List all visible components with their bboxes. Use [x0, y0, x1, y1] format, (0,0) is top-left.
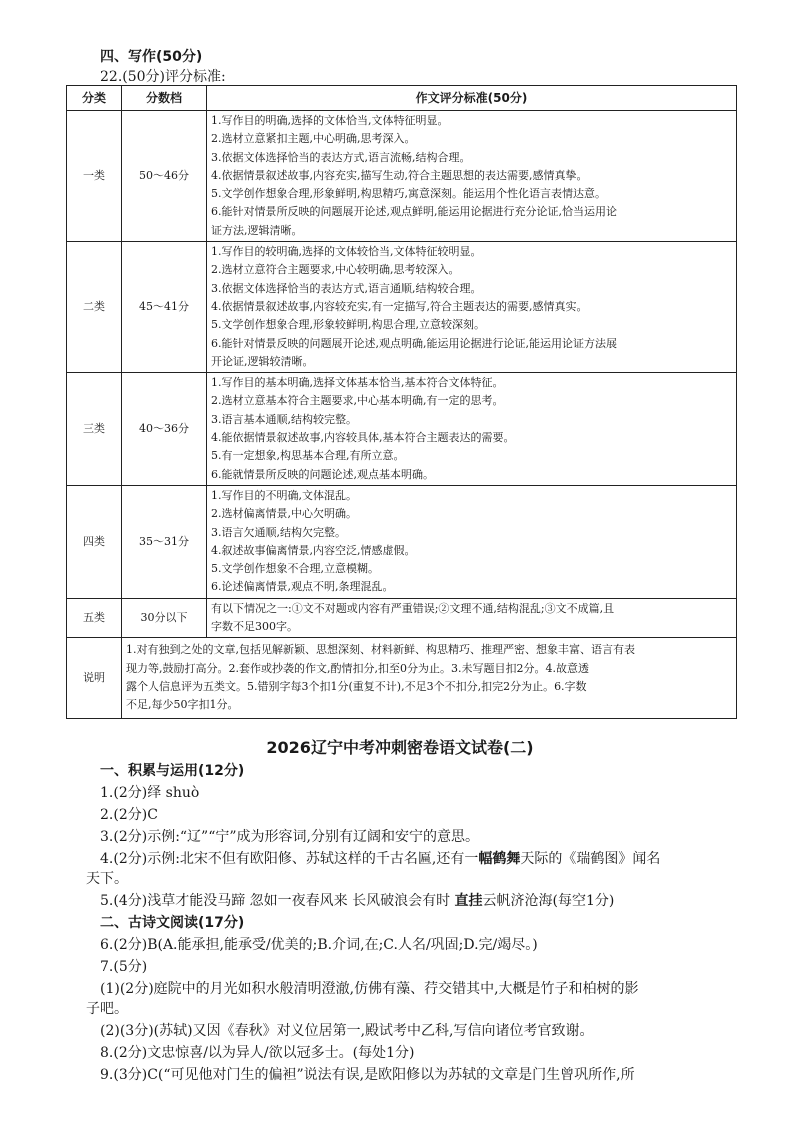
answer-3: 3.(2分)示例:“辽”“宁”成为形容词,分别有辽阔和安宁的意思。 — [100, 829, 479, 845]
criteria-line: 2.选材立意符合主题要求,中心较明确,思考较深入。 — [211, 263, 460, 277]
rubric-note-row — [67, 638, 737, 718]
criteria-line: 有以下情况之一:①文不对题或内容有严重错误;②文理不通,结构混乱;③文不成篇,且 — [211, 601, 615, 615]
header-grade: 分类 — [67, 86, 122, 111]
question-22: 22.(50分)评分标准: — [100, 69, 226, 85]
note-label: 说明 — [67, 638, 122, 718]
grade-cell: 二类 — [67, 242, 122, 373]
rubric-row — [67, 373, 737, 486]
criteria-line: 2.选材立意基本符合主题要求,中心基本明确,有一定的思考。 — [211, 394, 504, 408]
criteria-line: 2.选材立意紧扣主题,中心明确,思考深入。 — [211, 132, 416, 146]
header-criteria: 作文评分标准(50分) — [207, 86, 737, 111]
note-line: 现力等,鼓励打高分。2.套作或抄袭的作文,酌情扣分,扣至0分为止。3.未写题目扣2分。4.故意透 — [126, 661, 589, 675]
header-range: 分数档 — [122, 86, 207, 111]
criteria-cell — [207, 485, 737, 598]
answer-1: 1.(2分)绎 shuò — [100, 785, 200, 801]
criteria-line: 1.写作目的不明确,文体混乱。 — [211, 488, 357, 502]
criteria-line: 1.写作目的基本明确,选择文体基本恰当,基本符合文体特征。 — [211, 376, 504, 390]
criteria-line: 4.叙述故事偏离情景,内容空泛,情感虚假。 — [211, 543, 416, 557]
criteria-line: 3.依据文体选择恰当的表达方式,语言流畅,结构合理。 — [211, 150, 471, 164]
note-line: 不足,每少50字扣1分。 — [126, 698, 239, 712]
rubric-header-row — [67, 86, 737, 111]
exam-title: 2026辽宁中考冲刺密卷语文试卷(二) — [266, 738, 534, 757]
criteria-line: 证方法,逻辑清晰。 — [211, 223, 303, 237]
note-text — [122, 638, 737, 718]
answer-9: 9.(3分)C(“可见他对门生的偏袒”说法有误,是欧阳修以为苏轼的文章是门生曾巩所作,所 — [100, 1067, 635, 1083]
criteria-line: 2.选材偏离情景,中心欠明确。 — [211, 507, 357, 521]
note-line: 1.对有独到之处的文章,包括见解新颖、思想深刻、材料新鲜、构思精巧、推理严密、想象丰富、语言有表 — [126, 643, 635, 657]
answer-5-text: 5.(4分)浅草才能没马蹄 忽如一夜春风来 长风破浪会有时 — [100, 893, 455, 909]
answer-7: 7.(5分) — [100, 959, 148, 975]
grade-cell: 五类 — [67, 598, 122, 638]
criteria-line: 5.文学创作想象不合理,立意模糊。 — [211, 562, 379, 576]
criteria-cell — [207, 111, 737, 242]
answer-4-text: 4.(2分)示例:北宋不但有欧阳修、苏轼这样的千古名匾,还有一 — [100, 851, 479, 867]
answer-4-text-end: 天际的《瑞鹤图》闻名 — [520, 851, 661, 867]
answer-5-text-end: 云帆济沧海(每空1分) — [482, 893, 615, 909]
criteria-cell — [207, 242, 737, 373]
rubric-table — [66, 85, 737, 719]
grade-cell: 四类 — [67, 485, 122, 598]
criteria-cell — [207, 598, 737, 638]
criteria-line: 4.能依据情景叙述故事,内容较具体,基本符合主题表达的需要。 — [211, 431, 515, 445]
criteria-line: 6.论述偏离情景,观点不明,条理混乱。 — [211, 580, 394, 594]
answer-5-highlight: 直挂 — [454, 893, 483, 909]
criteria-line: 5.文学创作想象合理,形象较鲜明,构思合理,立意较深刻。 — [211, 318, 485, 332]
writing-heading: 四、写作(50分) — [100, 49, 203, 65]
criteria-line: 5.有一定想象,构思基本合理,有所立意。 — [211, 449, 405, 463]
rubric-body — [67, 111, 737, 638]
note-line: 露个人信息评为五类文。5.错别字每3个扣1分(重复不计),不足3个不扣分,扣完2分为止。6.字数 — [126, 679, 587, 693]
answer-7-2: (2)(3分)(苏轼)又因《春秋》对义位居第一,殿试考中乙科,写信向诸位考官致谢。 — [100, 1023, 594, 1039]
rubric-row — [67, 242, 737, 373]
answer-4-continued: 天下。 — [86, 871, 128, 887]
answer-2: 2.(2分)C — [100, 807, 158, 823]
criteria-line: 3.语言欠通顺,结构欠完整。 — [211, 525, 346, 539]
criteria-line: 5.文学创作想象合理,形象鲜明,构思精巧,寓意深刻。能运用个性化语言表情达意。 — [211, 187, 606, 201]
grade-cell: 一类 — [67, 111, 122, 242]
criteria-line: 字数不足300字。 — [211, 620, 298, 634]
criteria-cell — [207, 373, 737, 486]
criteria-line: 3.依据文体选择恰当的表达方式,语言通顺,结构较合理。 — [211, 281, 482, 295]
grade-cell: 三类 — [67, 373, 122, 486]
rubric-row — [67, 598, 737, 638]
criteria-line: 开论证,逻辑较清晰。 — [211, 354, 314, 368]
criteria-line: 4.依据情景叙述故事,内容充实,描写生动,符合主题思想的表达需要,感情真挚。 — [211, 168, 588, 182]
answer-4 — [100, 848, 660, 868]
answer-4-highlight: 幅鹤舞 — [478, 851, 521, 867]
criteria-line: 6.能针对情景反映的问题展开论述,观点明确,能运用论据进行论证,能运用论证方法展 — [211, 336, 617, 350]
criteria-line: 3.语言基本通顺,结构较完整。 — [211, 412, 357, 426]
answer-8: 8.(2分)文忠惊喜/以为异人/欲以冠多士。(每处1分) — [100, 1045, 415, 1061]
criteria-line: 6.能针对情景所反映的问题展开论述,观点鲜明,能运用论据进行充分论证,恰当运用论 — [211, 205, 617, 219]
answer-5 — [100, 890, 614, 910]
score-range-cell: 30分以下 — [122, 598, 207, 638]
criteria-line: 4.依据情景叙述故事,内容较充实,有一定描写,符合主题表达的需要,感情真实。 — [211, 299, 588, 313]
score-range-cell: 50～46分 — [122, 111, 207, 242]
section-1-heading: 一、积累与运用(12分) — [100, 763, 245, 779]
score-range-cell: 40～36分 — [122, 373, 207, 486]
section-2-heading: 二、古诗文阅读(17分) — [100, 915, 245, 931]
criteria-line: 6.能就情景所反映的问题论述,观点基本明确。 — [211, 467, 434, 481]
score-range-cell: 35～31分 — [122, 485, 207, 598]
criteria-line: 1.写作目的较明确,选择的文体较恰当,文体特征较明显。 — [211, 245, 482, 259]
rubric-row — [67, 111, 737, 242]
criteria-line: 1.写作目的明确,选择的文体恰当,文体特征明显。 — [211, 114, 449, 127]
answer-6: 6.(2分)B(A.能承担,能承受/优美的;B.介词,在;C.人名/巩固;D.完/竭尽。) — [100, 937, 538, 953]
score-range-cell: 45～41分 — [122, 242, 207, 373]
answer-7-1-continued: 子吧。 — [86, 1001, 128, 1017]
rubric-row — [67, 485, 737, 598]
answer-7-1: (1)(2分)庭院中的月光如积水般清明澄澈,仿佛有藻、荇交错其中,大概是竹子和柏树的影 — [100, 981, 639, 997]
